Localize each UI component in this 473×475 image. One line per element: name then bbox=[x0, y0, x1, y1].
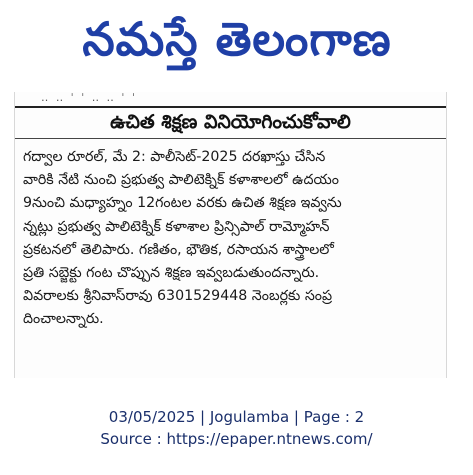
body-line: వారికి నేటి నుంచి ప్రభుత్వ పాలిటెక్నిక్ కళాశాలలో ఉదయం bbox=[23, 172, 339, 189]
headline-rule-bottom bbox=[15, 138, 446, 139]
newspaper-logo: నమస్తే తెలంగాణ bbox=[82, 12, 392, 66]
edition-info: 03/05/2025 | Jogulamba | Page : 2 bbox=[108, 408, 365, 426]
body-line: 9నుంచి మధ్యాహ్నం 12గంటల వరకు ఉచిత శిక్షణ ఇవ్వను bbox=[23, 195, 342, 212]
body-line: వివరాలకు శ్రీనివాస్‌రావు 6301529448 నెంబర్లకు సంప్ర bbox=[23, 288, 333, 305]
body-line: దించాలన్నారు. bbox=[23, 311, 104, 328]
cut-off-text-fragment: ‥ ‥ ˈ ˈ ‥ ‥ ˈ ˈ bbox=[41, 92, 137, 104]
article-headline: ఉచిత శిక్షణ వినియోగించుకోవాలి bbox=[110, 111, 351, 133]
article-body bbox=[23, 146, 437, 332]
masthead bbox=[0, 0, 473, 82]
body-line: గద్వాల రూరల్, మే 2: పాలీసెట్-2025 దరఖాస్తు చేసిన bbox=[23, 149, 326, 165]
body-line: ప్రకటనలో తెలిపారు. గణితం, భౌతిక, రసాయన శాస్త్రాలలో bbox=[23, 241, 334, 258]
source-link[interactable]: Source : https://epaper.ntnews.com/ bbox=[100, 430, 373, 448]
article-clipping bbox=[14, 92, 447, 378]
body-line: ప్రతి సబ్జెక్టు గంట చొప్పున శిక్షణ ఇవ్వబడుతుందన్నారు. bbox=[23, 264, 320, 281]
clipping-footer bbox=[0, 406, 473, 450]
body-line: న్నట్లు ప్రభుత్వ పాలిటెక్నిక్ కళాశాల ప్రిన్సిపాల్ రామ్మోహన్ bbox=[23, 218, 330, 235]
